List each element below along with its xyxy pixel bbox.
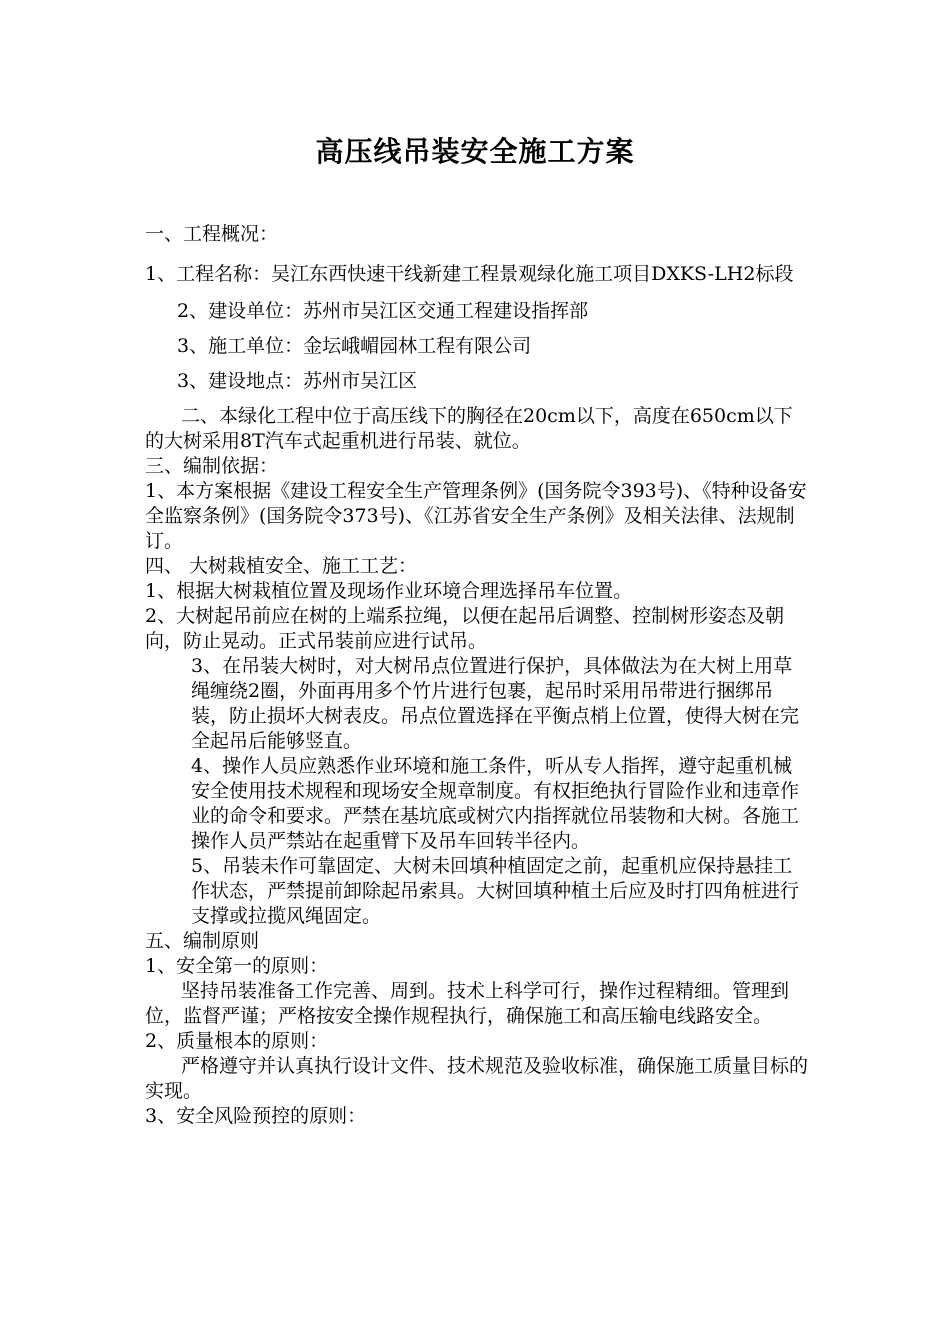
paragraph: 1、工程名称：吴江东西快速干线新建工程景观绿化施工项目DXKS-LH2标段 <box>145 263 794 285</box>
document-body <box>145 222 810 1129</box>
paragraph: 严格遵守并认真执行设计文件、技术规范及验收标准，确保施工质量目标的实现。 <box>145 1055 809 1102</box>
paragraph: 2、建设单位：苏州市吴江区交通工程建设指挥部 <box>177 300 589 322</box>
paragraph: 3、在吊装大树时，对大树吊点位置进行保护，具体做法为在大树上用草绳缠绕2圈，外面再用多个竹片进行包裹，起吊时采用吊带进行捆绑吊装，防止损坏大树表皮。吊点位置选择在平衡点梢上位置，使得大树在完全起吊后能够竖直。 <box>191 655 800 752</box>
subheading: 3、安全风险预控的原则： <box>145 1105 367 1127</box>
document-title: 高压线吊装安全施工方案 <box>315 135 635 168</box>
paragraph: 2、大树起吊前应在树的上端系拉绳，以便在起吊后调整、控制树形姿态及朝向，防止晃动。正式吊装前应进行试吊。 <box>145 605 785 652</box>
section-heading: 四、 大树栽植安全、施工工艺： <box>145 555 418 577</box>
subheading: 2、质量根本的原则： <box>145 1030 329 1052</box>
subheading: 1、安全第一的原则： <box>145 955 329 977</box>
paragraph: 坚持吊装准备工作完善、周到。技术上科学可行，操作过程精细。管理到位，监督严谨；严格按安全操作规程执行，确保施工和高压输电线路安全。 <box>145 980 790 1027</box>
paragraph: 5、吊装未作可靠固定、大树未回填种植固定之前，起重机应保持悬挂工作状态，严禁提前卸除起吊索具。大树回填种植土后应及时打四角桩进行支撑或拉揽风绳固定。 <box>191 855 800 927</box>
paragraph: 4、操作人员应熟悉作业环境和施工条件，听从专人指挥，遵守起重机械安全使用技术规程和现场安全规章制度。有权拒绝执行冒险作业和违章作业的命令和要求。严禁在基坑底或树穴内指挥就位吊装物和大树。各施工操作人员严禁站在起重臂下及吊车回转半径内。 <box>191 755 800 852</box>
paragraph: 3、建设地点：苏州市吴江区 <box>177 370 418 392</box>
paragraph: 二、本绿化工程中位于高压线下的胸径在20cm以下，高度在650cm以下的大树采用8T汽车式起重机进行吊装、就位。 <box>145 405 793 452</box>
section-heading: 五、编制原则 <box>145 930 260 952</box>
paragraph: 3、施工单位：金坛峨嵋园林工程有限公司 <box>177 335 532 357</box>
paragraph: 1、根据大树栽植位置及现场作业环境合理选择吊车位置。 <box>145 580 633 602</box>
section-heading: 一、工程概况： <box>145 223 279 245</box>
paragraph: 1、本方案根据《建设工程安全生产管理条例》(国务院令393号)、《特种设备安全监察条例》(国务院令373号)、《江苏省安全生产条例》及相关法律、法规制订。 <box>145 480 807 552</box>
section-heading: 三、编制依据： <box>145 455 279 477</box>
